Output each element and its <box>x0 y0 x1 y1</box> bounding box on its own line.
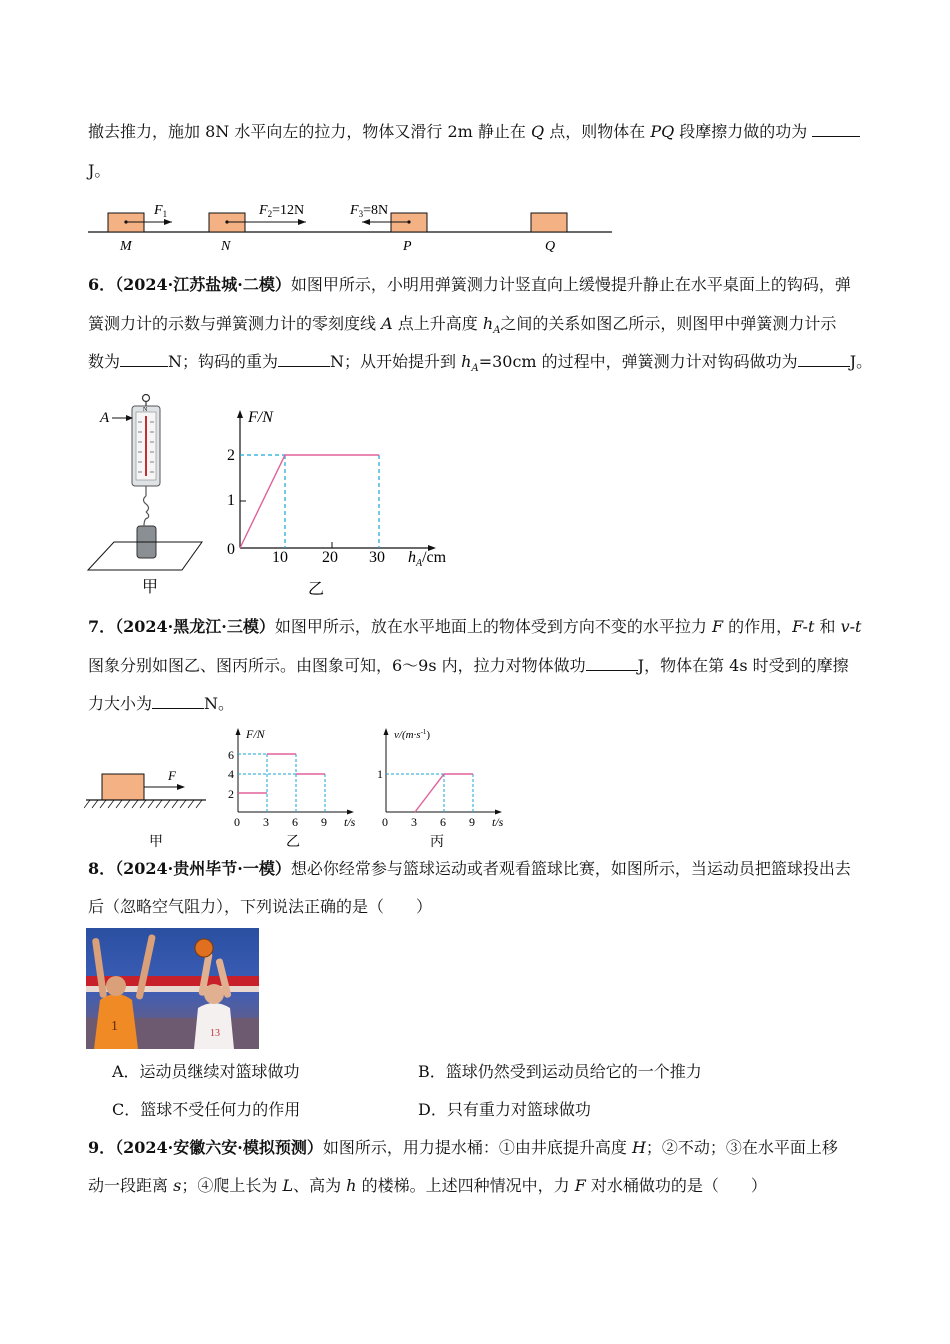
q7-f-italic: F <box>711 617 724 636</box>
q5-line2-text: J。 <box>88 161 111 180</box>
q7-bing-xtick-3: 3 <box>411 815 417 829</box>
q6-xtick-30: 30 <box>369 549 385 566</box>
q6-source: （2024·江苏盐城·二模） <box>115 275 291 294</box>
q7-yi-ytick-6: 6 <box>228 748 234 762</box>
q6-fig-jia-caption: 甲 <box>142 579 159 596</box>
q5-line2 <box>88 161 110 181</box>
q9-l-italic: L <box>282 1176 294 1195</box>
q7-bing-xlabel: t/s <box>492 815 504 829</box>
q5-pq-italic: PQ <box>650 122 675 141</box>
q6-line2-c: 之间的关系如图乙所示，则图甲中弹簧测力计示 <box>500 314 837 333</box>
q7-vt-italic: v-t <box>840 617 862 636</box>
q9-line2-b: ；④爬上长为 <box>181 1176 278 1195</box>
q8-option-d[interactable]: D．只有重力对篮球做功 <box>418 1100 591 1119</box>
q7-velocity-time-graph <box>374 722 514 852</box>
q7-bing-ylabel: $v/(m\cdot s^{-1})$ <box>394 728 431 741</box>
scale-a-label: A <box>100 410 110 426</box>
q7-yi-xlabel: t/s <box>344 815 356 829</box>
q6-a-italic: A <box>381 314 393 333</box>
label-p: P <box>403 239 412 254</box>
q7-line3-b: N。 <box>204 694 235 713</box>
q5-blank <box>812 122 860 137</box>
q7-bing-xtick-6: 6 <box>440 815 446 829</box>
q9-line1 <box>88 1138 838 1158</box>
q7-line2-b: J，物体在第 4s 时受到的摩擦 <box>637 656 849 675</box>
q6-line2-b: 点上升高度 <box>397 314 478 333</box>
q6-number: 6． <box>88 275 116 294</box>
q6-h2-sub: A <box>471 363 479 375</box>
q6-line2-a: 簧测力计的示数与弹簧测力计的零刻度线 <box>88 314 377 333</box>
q7-yi-xtick-0: 0 <box>234 815 240 829</box>
basketball-photo <box>86 928 259 1049</box>
q7-bing-ytick-1: 1 <box>377 767 383 781</box>
f3-label: $F_3=8N$ <box>350 203 389 219</box>
q8-option-a[interactable]: A．运动员继续对篮球做功 <box>112 1062 300 1081</box>
q7-line1-c: 和 <box>819 617 836 636</box>
q9-line2-e: 对水桶做功的是（ ） <box>590 1176 767 1195</box>
label-n: N <box>221 239 231 254</box>
q6-xtick-10: 10 <box>272 549 288 566</box>
q7-fig-yi-caption: 乙 <box>286 835 300 850</box>
q6-blank-1 <box>120 352 168 367</box>
q8-line2-text: 后（忽略空气阻力），下列说法正确的是（ ） <box>88 897 433 916</box>
q6-force-height-graph <box>222 404 462 600</box>
q8-option-c[interactable]: C．篮球不受任何力的作用 <box>112 1100 301 1119</box>
q6-ytick-0: 0 <box>227 541 235 558</box>
q6-blank-2 <box>278 352 330 367</box>
q7-line1-a: 如图甲所示，放在水平地面上的物体受到方向不变的水平拉力 <box>274 617 707 636</box>
q7-blank-1 <box>586 656 638 671</box>
q7-line2 <box>88 656 849 676</box>
q7-block <box>102 774 144 800</box>
q6-xtick-20: 20 <box>322 549 338 566</box>
q6-ytick-2: 2 <box>227 447 235 464</box>
q9-s-italic: s <box>173 1176 182 1195</box>
q6-line1 <box>88 275 851 295</box>
q5-text-b: 点，则物体在 <box>549 122 646 141</box>
q9-line2-a: 动一段距离 <box>88 1176 169 1195</box>
q8-line2 <box>88 897 432 917</box>
q9-line2-c: 、高为 <box>293 1176 342 1195</box>
q5-text-c: 段摩擦力做的功为 <box>679 122 808 141</box>
q7-line1 <box>88 617 861 637</box>
q7-yi-ytick-4: 4 <box>228 767 234 781</box>
f2-label: $F_2=12N$ <box>259 203 305 219</box>
q9-line2 <box>88 1176 767 1196</box>
q6-line3-a: 数为 <box>88 352 121 371</box>
q5-q-italic: Q <box>530 122 545 141</box>
svg-text:13: 13 <box>210 1028 220 1039</box>
q7-block-figure <box>84 760 214 852</box>
q5-line1 <box>88 122 860 142</box>
q6-fig-yi-caption: 乙 <box>308 581 325 598</box>
q7-yi-ylabel: F/N <box>246 727 265 741</box>
box-q <box>531 213 567 232</box>
q7-line2-a: 图象分别如图乙、图丙所示。由图象可知，6～9s 内，拉力对物体做功 <box>88 656 586 675</box>
q6-line3-c: N；从开始提升到 <box>330 352 457 371</box>
q7-line3 <box>88 694 234 714</box>
q8-line1-text: 想必你经常参与篮球运动或者观看篮球比赛，如图所示，当运动员把篮球投出去 <box>290 859 851 878</box>
q7-source: （2024·黑龙江·三模） <box>115 617 275 636</box>
q6-blank-3 <box>798 352 850 367</box>
q9-number: 9． <box>88 1138 116 1157</box>
q7-yi-xtick-9: 9 <box>321 815 327 829</box>
q9-line1-b: ；②不动；③在水平面上移 <box>645 1138 838 1157</box>
q7-bing-xtick-9: 9 <box>469 815 475 829</box>
q8-number: 8． <box>88 859 116 878</box>
q9-h2-italic: h <box>346 1176 357 1195</box>
q7-bing-xtick-0: 0 <box>382 815 388 829</box>
q7-yi-ytick-2: 2 <box>228 787 234 801</box>
q7-ft-italic: F-t <box>792 617 815 636</box>
q6-line3 <box>88 352 872 379</box>
q6-h-sub: A <box>493 325 501 337</box>
q9-source: （2024·安徽六安·模拟预测） <box>115 1138 323 1157</box>
q7-blank-2 <box>152 694 204 709</box>
q7-yi-xtick-3: 3 <box>263 815 269 829</box>
label-m: M <box>120 239 132 254</box>
q7-fig-jia-caption: 甲 <box>149 835 163 850</box>
q6-line3-b: N；钩码的重为 <box>168 352 279 371</box>
q6-h-italic: h <box>482 314 494 333</box>
q7-force-time-graph <box>226 722 366 852</box>
q6-ylabel: F/N <box>248 409 273 426</box>
q8-line1 <box>88 859 851 879</box>
q7-yi-xtick-6: 6 <box>292 815 298 829</box>
q6-ytick-1: 1 <box>227 492 235 509</box>
q6-line2 <box>88 314 836 341</box>
q6-line3-d: =30cm 的过程中，弹簧测力计对钩码做功为 <box>478 352 798 371</box>
q7-fig-bing-caption: 丙 <box>430 835 444 850</box>
q6-h2-italic: h <box>461 352 472 371</box>
svg-text:1: 1 <box>111 1019 118 1034</box>
q8-option-b[interactable]: B．篮球仍然受到运动员给它的一个推力 <box>418 1062 702 1081</box>
q6-line3-e: J。 <box>849 352 873 371</box>
q5-diagram <box>80 196 620 256</box>
label-q: Q <box>545 239 556 254</box>
f1-label: $F_1$ <box>154 203 168 219</box>
q9-line1-a: 如图所示，用力提水桶：①由井底提升高度 <box>322 1138 627 1157</box>
basketball-photo-illustration <box>86 928 259 1049</box>
q7-number: 7． <box>88 617 116 636</box>
q9-f-italic: F <box>574 1176 586 1195</box>
q8-source: （2024·贵州毕节·一模） <box>115 859 291 878</box>
q7-line3-a: 力大小为 <box>88 694 153 713</box>
q6-spring-scale-figure <box>86 392 216 602</box>
q6-line1-text: 如图甲所示，小明用弹簧测力计竖直向上缓慢提升静止在水平桌面上的钩码，弹 <box>290 275 851 294</box>
q9-h-italic: H <box>631 1138 646 1157</box>
q9-line2-d: 的楼梯。上述四种情况中，力 <box>361 1176 570 1195</box>
q6-xlabel: $h_A/cm$ <box>408 549 447 569</box>
q5-text-a: 撤去推力，施加 8N 水平向左的拉力，物体又滑行 2m 静止在 <box>88 122 526 141</box>
q6-force-curve <box>240 455 379 548</box>
scale-n-label: N <box>143 407 148 413</box>
q7-line1-b: 的作用， <box>728 617 793 636</box>
q7-force-label: F <box>168 768 176 783</box>
